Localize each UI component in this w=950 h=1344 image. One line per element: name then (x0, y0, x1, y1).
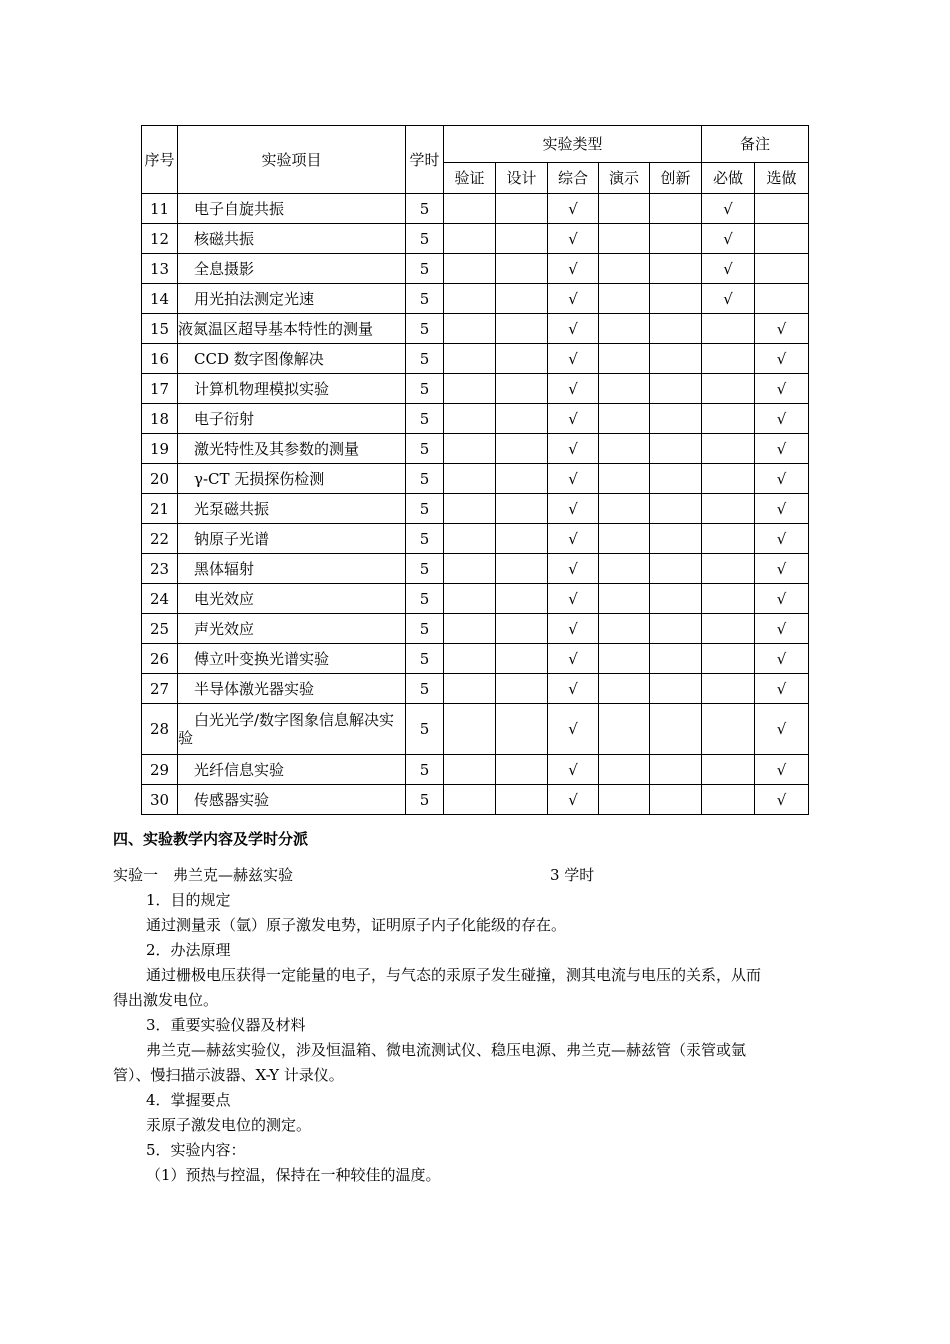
innovative-cell (650, 584, 702, 614)
table-row (142, 674, 809, 704)
design-cell (496, 614, 548, 644)
item-name-cell: 激光特性及其参数的测量 (178, 434, 406, 464)
seq-cell: 29 (142, 755, 178, 785)
table-row (142, 464, 809, 494)
verify-cell (444, 434, 496, 464)
innovative-cell (650, 494, 702, 524)
design-cell (496, 404, 548, 434)
table-row (142, 314, 809, 344)
optional-cell (755, 284, 809, 314)
experiment-table (141, 125, 809, 815)
p4-body: 汞原子激发电位的测定。 (146, 1116, 312, 1134)
comprehensive-cell: √ (548, 524, 599, 554)
p2-heading: 2．办法原理 (146, 941, 231, 959)
required-cell (702, 464, 755, 494)
comprehensive-cell: √ (548, 374, 599, 404)
p4-heading: 4．掌握要点 (146, 1091, 231, 1109)
experiment-hours: 3 学时 (550, 866, 595, 884)
header-seq: 序号 (142, 126, 178, 194)
item-name-cell: 白光光学/数字图象信息解决实验 (178, 704, 406, 755)
demo-cell (599, 704, 650, 755)
p3-body-line1: 弗兰克—赫兹实验仪，涉及恒温箱、微电流测试仪、稳压电源、弗兰克—赫兹管（汞管或氩 (146, 1041, 747, 1059)
optional-cell: √ (755, 314, 809, 344)
table-row (142, 704, 809, 755)
required-cell: √ (702, 254, 755, 284)
comprehensive-cell: √ (548, 674, 599, 704)
demo-cell (599, 464, 650, 494)
seq-cell: 12 (142, 224, 178, 254)
design-cell (496, 704, 548, 755)
optional-cell: √ (755, 524, 809, 554)
verify-cell (444, 254, 496, 284)
item-name-cell: 电子衍射 (178, 404, 406, 434)
hours-cell: 5 (406, 434, 444, 464)
verify-cell (444, 644, 496, 674)
seq-cell: 11 (142, 194, 178, 224)
hours-cell: 5 (406, 254, 444, 284)
verify-cell (444, 224, 496, 254)
item-name-cell: 声光效应 (178, 614, 406, 644)
optional-cell: √ (755, 434, 809, 464)
seq-cell: 18 (142, 404, 178, 434)
header-item: 实验项目 (178, 126, 406, 194)
header-type-verify: 验证 (444, 163, 496, 194)
required-cell (702, 374, 755, 404)
innovative-cell (650, 755, 702, 785)
required-cell (702, 704, 755, 755)
item-name-cell: 液氮温区超导基本特性的测量 (178, 314, 406, 344)
hours-cell: 5 (406, 644, 444, 674)
demo-cell (599, 224, 650, 254)
comprehensive-cell: √ (548, 344, 599, 374)
verify-cell (444, 374, 496, 404)
design-cell (496, 194, 548, 224)
verify-cell (444, 314, 496, 344)
hours-cell: 5 (406, 524, 444, 554)
item-name-cell: CCD 数字图像解决 (178, 344, 406, 374)
verify-cell (444, 524, 496, 554)
comprehensive-cell: √ (548, 254, 599, 284)
header-hours: 学时 (406, 126, 444, 194)
hours-cell: 5 (406, 224, 444, 254)
header-type-design: 设计 (496, 163, 548, 194)
verify-cell (444, 554, 496, 584)
hours-cell: 5 (406, 284, 444, 314)
header-row-1 (142, 126, 809, 163)
design-cell (496, 374, 548, 404)
innovative-cell (650, 404, 702, 434)
header-type-group: 实验类型 (444, 126, 702, 163)
header-remark-required: 必做 (702, 163, 755, 194)
innovative-cell (650, 344, 702, 374)
required-cell (702, 614, 755, 644)
table-row (142, 284, 809, 314)
seq-cell: 28 (142, 704, 178, 755)
hours-cell: 5 (406, 785, 444, 815)
hours-cell: 5 (406, 464, 444, 494)
design-cell (496, 254, 548, 284)
verify-cell (444, 674, 496, 704)
table-row (142, 755, 809, 785)
innovative-cell (650, 284, 702, 314)
item-name-cell: 傅立叶变换光谱实验 (178, 644, 406, 674)
demo-cell (599, 404, 650, 434)
verify-cell (444, 194, 496, 224)
table-row (142, 434, 809, 464)
demo-cell (599, 434, 650, 464)
optional-cell: √ (755, 584, 809, 614)
verify-cell (444, 614, 496, 644)
table-row (142, 374, 809, 404)
hours-cell: 5 (406, 374, 444, 404)
comprehensive-cell: √ (548, 614, 599, 644)
comprehensive-cell: √ (548, 554, 599, 584)
section-title: 四、实验教学内容及学时分派 (113, 830, 309, 848)
experiment-title: 实验一 弗兰克—赫兹实验 (113, 866, 294, 884)
item-name-cell: 光纤信息实验 (178, 755, 406, 785)
design-cell (496, 554, 548, 584)
seq-cell: 16 (142, 344, 178, 374)
required-cell (702, 674, 755, 704)
innovative-cell (650, 674, 702, 704)
required-cell (702, 524, 755, 554)
innovative-cell (650, 224, 702, 254)
optional-cell: √ (755, 374, 809, 404)
p5-heading: 5．实验内容： (146, 1141, 246, 1159)
hours-cell: 5 (406, 554, 444, 584)
seq-cell: 13 (142, 254, 178, 284)
item-name-cell: 光泵磁共振 (178, 494, 406, 524)
innovative-cell (650, 254, 702, 284)
seq-cell: 27 (142, 674, 178, 704)
demo-cell (599, 254, 650, 284)
comprehensive-cell: √ (548, 194, 599, 224)
table-row (142, 254, 809, 284)
innovative-cell (650, 374, 702, 404)
hours-cell: 5 (406, 404, 444, 434)
optional-cell: √ (755, 644, 809, 674)
design-cell (496, 524, 548, 554)
p2-body-line1: 通过栅极电压获得一定能量的电子，与气态的汞原子发生碰撞，测其电流与电压的关系，从而 (146, 966, 762, 984)
required-cell: √ (702, 224, 755, 254)
item-name-cell: 钠原子光谱 (178, 524, 406, 554)
verify-cell (444, 584, 496, 614)
optional-cell: √ (755, 464, 809, 494)
design-cell (496, 494, 548, 524)
required-cell (702, 434, 755, 464)
required-cell: √ (702, 194, 755, 224)
hours-cell: 5 (406, 314, 444, 344)
demo-cell (599, 524, 650, 554)
comprehensive-cell: √ (548, 464, 599, 494)
demo-cell (599, 644, 650, 674)
hours-cell: 5 (406, 494, 444, 524)
hours-cell: 5 (406, 755, 444, 785)
item-name-cell: 用光拍法测定光速 (178, 284, 406, 314)
required-cell (702, 554, 755, 584)
demo-cell (599, 554, 650, 584)
required-cell (702, 404, 755, 434)
optional-cell: √ (755, 404, 809, 434)
comprehensive-cell: √ (548, 284, 599, 314)
comprehensive-cell: √ (548, 785, 599, 815)
innovative-cell (650, 194, 702, 224)
header-type-innovative: 创新 (650, 163, 702, 194)
seq-cell: 24 (142, 584, 178, 614)
design-cell (496, 755, 548, 785)
comprehensive-cell: √ (548, 584, 599, 614)
p3-body-line2: 管）、慢扫描示波器、X-Y 计录仪。 (113, 1066, 344, 1084)
demo-cell (599, 584, 650, 614)
optional-cell: √ (755, 674, 809, 704)
required-cell (702, 785, 755, 815)
design-cell (496, 584, 548, 614)
design-cell (496, 314, 548, 344)
verify-cell (444, 704, 496, 755)
demo-cell (599, 494, 650, 524)
innovative-cell (650, 464, 702, 494)
optional-cell (755, 194, 809, 224)
item-name-cell: 电子自旋共振 (178, 194, 406, 224)
comprehensive-cell: √ (548, 314, 599, 344)
item-name-cell: 计算机物理模拟实验 (178, 374, 406, 404)
comprehensive-cell: √ (548, 404, 599, 434)
required-cell (702, 644, 755, 674)
demo-cell (599, 614, 650, 644)
hours-cell: 5 (406, 194, 444, 224)
item-name-cell: 核磁共振 (178, 224, 406, 254)
table-row (142, 224, 809, 254)
verify-cell (444, 284, 496, 314)
design-cell (496, 785, 548, 815)
innovative-cell (650, 434, 702, 464)
seq-cell: 20 (142, 464, 178, 494)
p2-body-line2: 得出激发电位。 (113, 991, 219, 1009)
demo-cell (599, 194, 650, 224)
optional-cell: √ (755, 344, 809, 374)
table-row (142, 344, 809, 374)
verify-cell (444, 785, 496, 815)
comprehensive-cell: √ (548, 224, 599, 254)
verify-cell (444, 494, 496, 524)
table-row (142, 614, 809, 644)
hours-cell: 5 (406, 674, 444, 704)
design-cell (496, 434, 548, 464)
item-name-cell: 半导体激光器实验 (178, 674, 406, 704)
seq-cell: 30 (142, 785, 178, 815)
table-row (142, 404, 809, 434)
design-cell (496, 284, 548, 314)
table-row (142, 584, 809, 614)
required-cell (702, 755, 755, 785)
table-row (142, 494, 809, 524)
optional-cell: √ (755, 704, 809, 755)
design-cell (496, 674, 548, 704)
item-name-cell: 黑体辐射 (178, 554, 406, 584)
innovative-cell (650, 314, 702, 344)
demo-cell (599, 755, 650, 785)
required-cell (702, 344, 755, 374)
required-cell (702, 494, 755, 524)
demo-cell (599, 284, 650, 314)
item-name-cell: 电光效应 (178, 584, 406, 614)
table-row (142, 554, 809, 584)
comprehensive-cell: √ (548, 755, 599, 785)
header-type-demo: 演示 (599, 163, 650, 194)
optional-cell: √ (755, 785, 809, 815)
optional-cell (755, 224, 809, 254)
innovative-cell (650, 524, 702, 554)
design-cell (496, 224, 548, 254)
header-remark-group: 备注 (702, 126, 809, 163)
seq-cell: 25 (142, 614, 178, 644)
optional-cell: √ (755, 554, 809, 584)
item-name-cell: γ-CT 无损探伤检测 (178, 464, 406, 494)
table-row (142, 644, 809, 674)
innovative-cell (650, 614, 702, 644)
seq-cell: 17 (142, 374, 178, 404)
required-cell (702, 584, 755, 614)
seq-cell: 14 (142, 284, 178, 314)
verify-cell (444, 464, 496, 494)
p1-body: 通过测量汞（氩）原子激发电势，证明原子内子化能级的存在。 (146, 916, 567, 934)
design-cell (496, 344, 548, 374)
p1-heading: 1．目的规定 (146, 891, 231, 909)
item-name-cell: 全息摄影 (178, 254, 406, 284)
header-remark-optional: 选做 (755, 163, 809, 194)
seq-cell: 26 (142, 644, 178, 674)
demo-cell (599, 785, 650, 815)
hours-cell: 5 (406, 704, 444, 755)
verify-cell (444, 755, 496, 785)
innovative-cell (650, 644, 702, 674)
hours-cell: 5 (406, 584, 444, 614)
comprehensive-cell: √ (548, 644, 599, 674)
hours-cell: 5 (406, 614, 444, 644)
demo-cell (599, 674, 650, 704)
seq-cell: 21 (142, 494, 178, 524)
design-cell (496, 464, 548, 494)
innovative-cell (650, 554, 702, 584)
design-cell (496, 644, 548, 674)
p5-item1: （1）预热与控温，保持在一种较佳的温度。 (146, 1166, 441, 1184)
p3-heading: 3．重要实验仪器及材料 (146, 1016, 306, 1034)
optional-cell: √ (755, 494, 809, 524)
verify-cell (444, 344, 496, 374)
comprehensive-cell: √ (548, 434, 599, 464)
item-name-cell: 传感器实验 (178, 785, 406, 815)
optional-cell: √ (755, 614, 809, 644)
required-cell (702, 314, 755, 344)
innovative-cell (650, 704, 702, 755)
seq-cell: 23 (142, 554, 178, 584)
optional-cell (755, 254, 809, 284)
demo-cell (599, 344, 650, 374)
innovative-cell (650, 785, 702, 815)
optional-cell: √ (755, 755, 809, 785)
verify-cell (444, 404, 496, 434)
comprehensive-cell: √ (548, 494, 599, 524)
comprehensive-cell: √ (548, 704, 599, 755)
header-type-comprehensive: 综合 (548, 163, 599, 194)
hours-cell: 5 (406, 344, 444, 374)
demo-cell (599, 314, 650, 344)
seq-cell: 22 (142, 524, 178, 554)
table-row (142, 524, 809, 554)
table-row (142, 785, 809, 815)
required-cell: √ (702, 284, 755, 314)
demo-cell (599, 374, 650, 404)
table-row (142, 194, 809, 224)
seq-cell: 19 (142, 434, 178, 464)
seq-cell: 15 (142, 314, 178, 344)
